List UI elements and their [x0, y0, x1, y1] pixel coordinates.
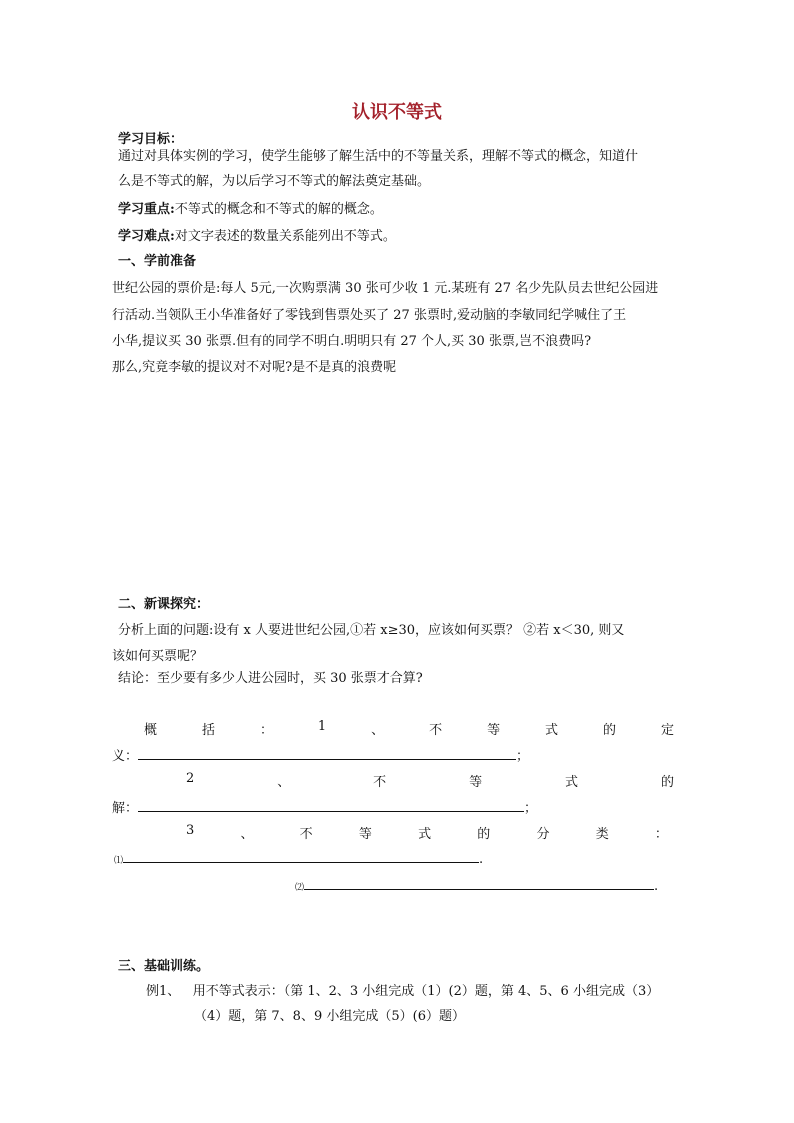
key-points	[118, 198, 383, 217]
definition-row	[112, 745, 529, 764]
section1-paragraph-1: 世纪公园的票价是:每人 5元,一次购票满 30 张可少收 1 元.某班有 27 名少先队员去世纪公园进	[112, 281, 659, 296]
char: 分	[536, 827, 550, 842]
section1-paragraph-2: 行活动.当领队王小华准备好了零钱到售票处买了 27 张票时,爱动脑的李敏同纪学喊住了王	[112, 308, 627, 323]
section1-paragraph-4: 那么,究竟李敏的提议对不对呢?是不是真的浪费呢	[112, 360, 397, 375]
summary-classification-prompt	[186, 823, 668, 842]
summary-definition-prompt	[144, 719, 674, 738]
period: .	[479, 852, 484, 867]
char: 的	[477, 827, 491, 842]
difficult-points-text: 对文字表述的数量关系能列出不等式。	[174, 229, 396, 244]
semicolon: ；	[516, 749, 530, 764]
category-1-label: ⑴	[114, 856, 124, 866]
definition-label: 义：	[112, 749, 139, 764]
objectives-line-2: 么是不等式的解，为以后学习不等式的解法奠定基础。	[118, 174, 431, 189]
section2-question-2: 该如何买票呢？	[112, 649, 204, 664]
char: 2	[186, 771, 195, 786]
char: 不	[299, 827, 313, 842]
solution-blank[interactable]	[138, 799, 524, 812]
difficult-points	[118, 225, 396, 244]
char: ：	[259, 723, 273, 738]
char: 式	[565, 775, 579, 790]
category-1-row	[114, 850, 483, 867]
section2-question-1: 分析上面的问题:设有 x 人要进世纪公园,①若 x≥30，应该如何买票？ ②若 x＜30, 则又	[118, 623, 625, 638]
objectives-heading: 学习目标：	[118, 132, 184, 147]
char: 定	[660, 723, 674, 738]
char: 不	[373, 775, 387, 790]
key-points-text: 不等式的概念和不等式的解的概念。	[174, 202, 383, 217]
char: 概	[144, 723, 158, 738]
section1-paragraph-3: 小华,提议买 30 张票.但有的同学不明白.明明只有 27 个人,买 30 张票,岂不浪费吗?	[112, 334, 592, 349]
char: 不	[429, 723, 443, 738]
char: 等	[487, 723, 501, 738]
char: 的	[660, 775, 674, 790]
example-1-label: 例1、	[146, 984, 181, 999]
objectives-line-1: 通过对具体实例的学习，使学生能够了解生活中的不等量关系，理解不等式的概念，知道什	[118, 149, 639, 164]
solution-label: 解：	[112, 801, 139, 816]
section3-heading: 三、基础训练。	[118, 959, 210, 974]
char: 等	[469, 775, 483, 790]
semicolon: ；	[524, 801, 538, 816]
section2-heading: 二、新课探究：	[118, 597, 210, 612]
summary-solution-prompt	[186, 771, 674, 790]
category-1-blank[interactable]	[123, 850, 479, 863]
category-2-blank[interactable]	[304, 877, 654, 890]
section1-heading: 一、学前准备	[118, 254, 197, 269]
example-1-line-1	[146, 980, 659, 999]
char: 3	[186, 823, 195, 838]
char: 等	[358, 827, 372, 842]
example-1-text: 用不等式表示：（第 1、2、3 小组完成（1）(2）题，第 4、5、6 小组完成（3）	[192, 984, 660, 999]
char: 括	[201, 723, 215, 738]
char: 类	[595, 827, 609, 842]
char: 式	[418, 827, 432, 842]
key-points-label: 学习重点:	[118, 202, 175, 217]
category-2-label: ⑵	[295, 883, 305, 893]
char: 、	[277, 775, 291, 790]
char: 、	[240, 827, 254, 842]
solution-row	[112, 797, 537, 816]
section2-conclusion: 结论：至少要有多少人进公园时，买 30 张票才合算?	[118, 671, 423, 686]
definition-blank[interactable]	[138, 747, 516, 760]
char: 1	[317, 719, 327, 734]
example-1-line-2: （4）题，第 7、8、9 小组完成（5）(6）题）	[194, 1009, 465, 1024]
difficult-points-label: 学习难点:	[118, 229, 175, 244]
char: 式	[545, 723, 559, 738]
page-title: 认识不等式	[352, 102, 442, 123]
category-2-row	[295, 877, 658, 894]
char: 、	[371, 723, 385, 738]
period: .	[654, 879, 659, 894]
char: ：	[654, 827, 668, 842]
char: 的	[603, 723, 617, 738]
